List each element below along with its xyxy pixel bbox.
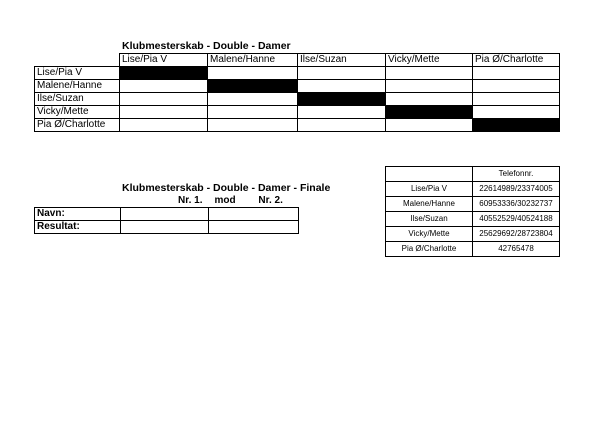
grid-cell-self	[386, 106, 473, 119]
grid-cell[interactable]	[473, 67, 560, 80]
phone-row	[386, 227, 560, 242]
grid-cell-self	[298, 93, 386, 106]
phone-number: 25629692/28723804	[473, 227, 560, 242]
grid-cell[interactable]	[208, 93, 298, 106]
grid-col-header: Malene/Hanne	[208, 54, 298, 67]
grid-cell[interactable]	[120, 106, 208, 119]
grid-cell[interactable]	[298, 80, 386, 93]
grid-row-header: Malene/Hanne	[35, 80, 120, 93]
grid-cell[interactable]	[298, 119, 386, 132]
grid-row	[35, 106, 560, 119]
final-col2-label: Nr. 2.	[258, 195, 283, 206]
phone-row	[386, 182, 560, 197]
grid-cell[interactable]	[120, 93, 208, 106]
grid-cell-self	[208, 80, 298, 93]
final-row-resultat	[35, 221, 299, 234]
grid-corner	[35, 54, 120, 67]
grid-cell[interactable]	[208, 67, 298, 80]
final-header-row	[35, 195, 299, 208]
match-grid	[34, 53, 560, 132]
final-cell[interactable]	[209, 221, 299, 234]
phone-name: Vicky/Mette	[386, 227, 473, 242]
phone-number: 60953336/30232737	[473, 197, 560, 212]
final-cell[interactable]	[121, 208, 209, 221]
final-cell[interactable]	[121, 221, 209, 234]
phone-name: Malene/Hanne	[386, 197, 473, 212]
grid-col-header: Lise/Pia V	[120, 54, 208, 67]
phone-row	[386, 197, 560, 212]
phone-number: 40552529/40524188	[473, 212, 560, 227]
phone-header: Telefonnr.	[473, 167, 560, 182]
final-title: Klubmesterskab - Double - Damer - Finale	[122, 182, 331, 194]
grid-row	[35, 80, 560, 93]
final-table	[34, 195, 299, 234]
final-cell[interactable]	[209, 208, 299, 221]
grid-cell[interactable]	[298, 67, 386, 80]
page-title: Klubmesterskab - Double - Damer	[122, 40, 291, 52]
grid-cell[interactable]	[208, 119, 298, 132]
phone-row	[386, 212, 560, 227]
grid-cell[interactable]	[473, 93, 560, 106]
grid-cell[interactable]	[386, 67, 473, 80]
grid-cell[interactable]	[386, 119, 473, 132]
grid-row-header: Ilse/Suzan	[35, 93, 120, 106]
grid-cell[interactable]	[120, 80, 208, 93]
grid-cell[interactable]	[120, 119, 208, 132]
grid-row-header: Vicky/Mette	[35, 106, 120, 119]
grid-row	[35, 119, 560, 132]
grid-cell-self	[120, 67, 208, 80]
grid-col-header: Vicky/Mette	[386, 54, 473, 67]
grid-cell[interactable]	[473, 80, 560, 93]
grid-row-header: Pia Ø/Charlotte	[35, 119, 120, 132]
grid-cell-self	[473, 119, 560, 132]
phone-row	[386, 242, 560, 257]
final-col1-label: Nr. 1.	[121, 195, 209, 208]
grid-cell[interactable]	[386, 93, 473, 106]
grid-row	[35, 93, 560, 106]
grid-row-header: Lise/Pia V	[35, 67, 120, 80]
phone-table	[385, 166, 560, 257]
phone-name: Pia Ø/Charlotte	[386, 242, 473, 257]
grid-cell[interactable]	[386, 80, 473, 93]
final-mod-label: mod	[214, 195, 236, 206]
phone-header-row	[386, 167, 560, 182]
phone-name: Ilse/Suzan	[386, 212, 473, 227]
grid-col-header: Ilse/Suzan	[298, 54, 386, 67]
grid-cell[interactable]	[298, 106, 386, 119]
phone-number: 42765478	[473, 242, 560, 257]
final-row-navn	[35, 208, 299, 221]
final-row-label: Resultat:	[35, 221, 121, 234]
phone-number: 22614989/23374005	[473, 182, 560, 197]
grid-row	[35, 67, 560, 80]
final-row-label: Navn:	[35, 208, 121, 221]
grid-header-row	[35, 54, 560, 67]
phone-name: Lise/Pia V	[386, 182, 473, 197]
grid-col-header: Pia Ø/Charlotte	[473, 54, 560, 67]
grid-cell[interactable]	[473, 106, 560, 119]
grid-cell[interactable]	[208, 106, 298, 119]
